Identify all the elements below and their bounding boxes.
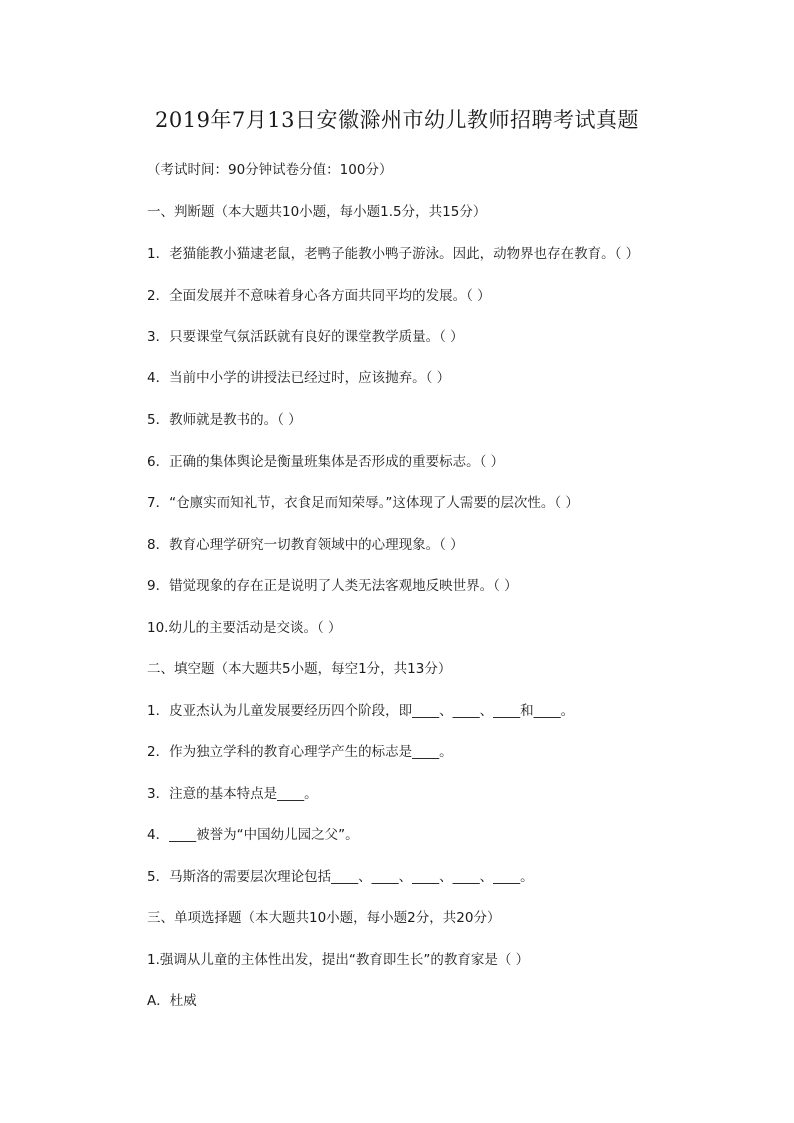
question-item: 10.幼儿的主要活动是交谈。（ ） (147, 620, 342, 636)
question-item: 1．皮亚杰认为儿童发展要经历四个阶段，即____、____、____和____。 (147, 703, 575, 719)
section-heading-fill-in: 二、填空题（本大题共5小题，每空1分，共13分） (147, 661, 452, 677)
answer-option: A．杜威 (147, 993, 197, 1009)
exam-info: （考试时间：90分钟试卷分值：100分） (147, 162, 393, 178)
question-item: 2．全面发展并不意味着身心各方面共同平均的发展。（ ） (147, 288, 491, 304)
question-item: 9．错觉现象的存在正是说明了人类无法客观地反映世界。（ ） (147, 578, 518, 594)
question-item: 2．作为独立学科的教育心理学产生的标志是____。 (147, 744, 453, 760)
question-item: 4．当前中小学的讲授法已经过时，应该抛弃。（ ） (147, 370, 451, 386)
question-item: 7．“仓廪实而知礼节，衣食足而知荣辱。”这体现了人需要的层次性。（ ） (147, 495, 579, 511)
question-item: 5．教师就是教书的。（ ） (147, 412, 302, 428)
question-item: 8．教育心理学研究一切教育领域中的心理现象。（ ） (147, 537, 464, 553)
question-item: 4．____被誉为“中国幼儿园之父”。 (147, 827, 359, 843)
question-item: 3．只要课堂气氛活跃就有良好的课堂教学质量。（ ） (147, 329, 464, 345)
question-item: 1.强调从儿童的主体性出发，提出“教育即生长”的教育家是（ ） (147, 952, 530, 968)
question-item: 6．正确的集体舆论是衡量班集体是否形成的重要标志。（ ） (147, 454, 505, 470)
section-heading-single-choice: 三、单项选择题（本大题共10小题，每小题2分，共20分） (147, 910, 501, 926)
question-item: 3．注意的基本特点是____。 (147, 786, 318, 802)
section-heading-judgment: 一、判断题（本大题共10小题，每小题1.5分，共15分） (147, 204, 487, 220)
document-title: 2019年7月13日安徽滁州市幼儿教师招聘考试真题 (154, 108, 640, 132)
question-item: 1．老猫能教小猫逮老鼠，老鸭子能教小鸭子游泳。因此，动物界也存在教育。（ ） (147, 246, 640, 262)
question-item: 5．马斯洛的需要层次理论包括____、____、____、____、____。 (147, 869, 534, 885)
